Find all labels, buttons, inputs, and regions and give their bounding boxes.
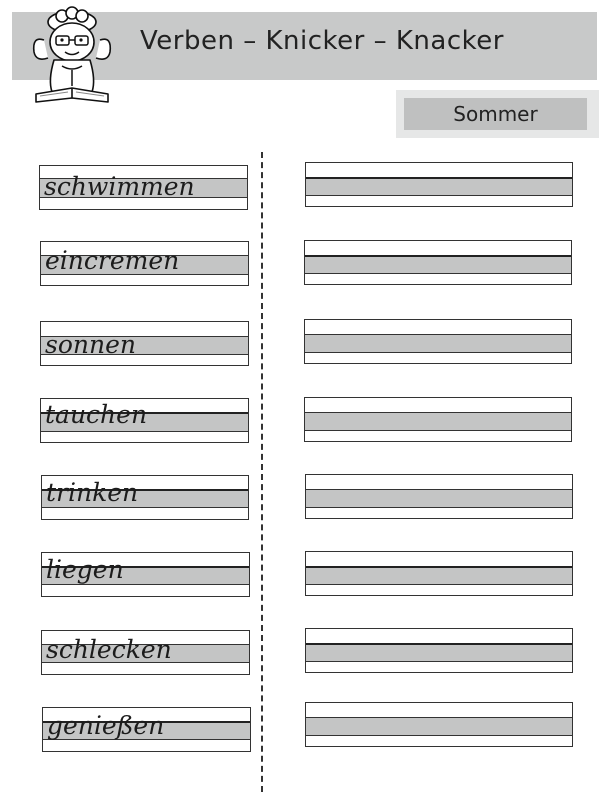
word-line-box — [39, 165, 248, 210]
verb-word: liegen — [46, 555, 124, 584]
writing-line-box[interactable] — [305, 474, 573, 519]
writing-line-box[interactable] — [305, 162, 573, 207]
verb-word: trinken — [46, 478, 139, 507]
verb-word: genießen — [47, 711, 165, 740]
writing-line-box[interactable] — [304, 397, 572, 442]
word-line-box — [42, 707, 251, 752]
verb-word: schlecken — [46, 635, 172, 664]
verb-word: eincremen — [45, 246, 180, 275]
word-line-box — [40, 398, 249, 443]
writing-line-box[interactable] — [305, 628, 573, 673]
word-line-box — [41, 552, 250, 597]
word-line-box — [40, 321, 249, 366]
writing-line-box[interactable] — [305, 702, 573, 747]
reading-child-icon — [26, 6, 118, 104]
writing-line-box[interactable] — [305, 551, 573, 596]
dashed-divider — [261, 152, 263, 792]
page-title: Verben – Knicker – Knacker — [140, 26, 504, 56]
word-line-box — [41, 475, 249, 520]
verb-word: tauchen — [45, 400, 148, 429]
season-label: Sommer — [404, 98, 587, 130]
verb-word: schwimmen — [44, 172, 195, 201]
verb-word: sonnen — [45, 330, 136, 359]
word-line-box — [41, 630, 250, 675]
word-line-box — [40, 241, 249, 286]
writing-line-box[interactable] — [304, 319, 572, 364]
writing-line-box[interactable] — [304, 240, 572, 285]
